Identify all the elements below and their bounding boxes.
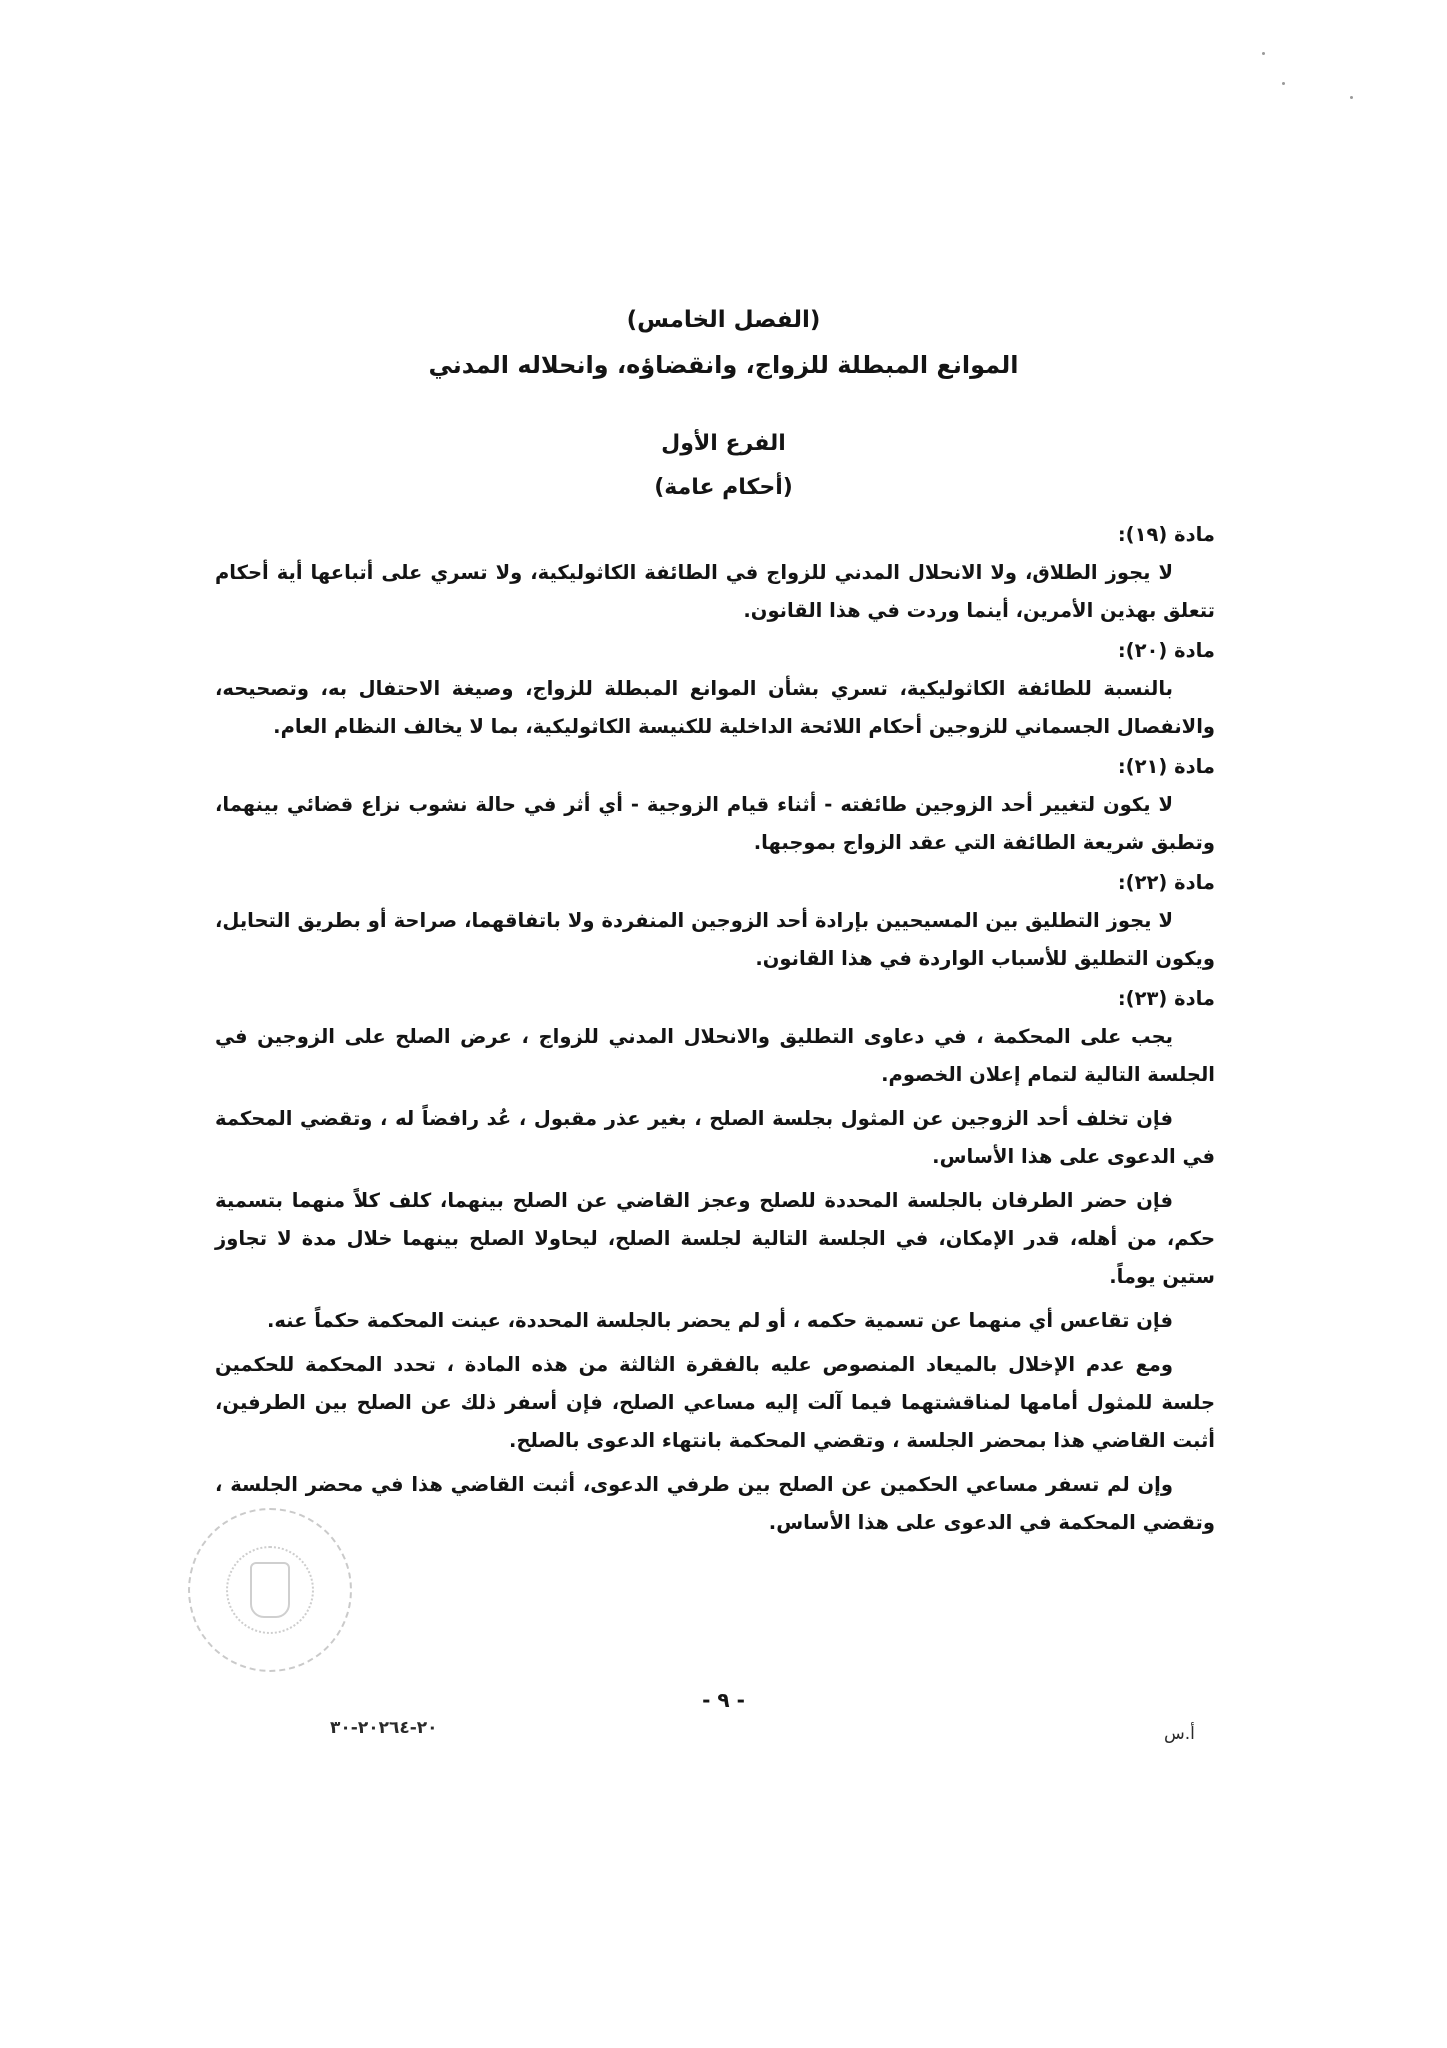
chapter-title: الموانع المبطلة للزواج، وانقضاؤه، وانحلاله المدني [428,351,1019,379]
article-paragraph: لا يجوز الطلاق، ولا الانحلال المدني للزواج في الطائفة الكاثوليكية، ولا تسري على أتباعها أية أحكام تتعلق بهذين الأمرين، أينما وردت في هذا القانون. [215,561,1215,622]
article-heading: مادة (٢٢): [1117,871,1215,894]
document-body [215,516,1215,1544]
author-initials: أ.س [1164,1724,1195,1744]
scan-speck [1350,96,1353,99]
article-21 [215,748,1215,862]
section-title: (أحكام عامة) [654,475,793,500]
section-number: الفرع الأول [661,431,786,456]
page-number: - ٩ - [702,1688,745,1712]
article-paragraph: وإن لم تسفر مساعي الحكمين عن الصلح بين طرفي الدعوى، أثبت القاضي هذا في محضر الجلسة ، وتقضي المحكمة في الدعوى على هذا الأساس. [215,1473,1215,1534]
article-paragraph: فإن تقاعس أي منهما عن تسمية حكمه ، أو لم يحضر بالجلسة المحددة، عينت المحكمة حكماً عنه. [266,1309,1173,1332]
article-19 [215,516,1215,630]
article-paragraph: فإن حضر الطرفان بالجلسة المحددة للصلح وعجز القاضي عن الصلح بينهما، كلف كلاً منهما بتسمية حكم، من أهله، قدر الإمكان، في الجلسة التالية لجلسة الصلح، ليحاولا الصلح بينهما خلال مدة لا تجاوز ستين يوماً. [215,1189,1215,1288]
chapter-number: (الفصل الخامس) [626,307,821,333]
article-paragraph: لا يكون لتغيير أحد الزوجين طائفته - أثناء قيام الزوجية - أي أثر في حالة نشوب نزاع قضائي بينهما، وتطبق شريعة الطائفة التي عقد الزواج بموجبها. [215,793,1215,854]
article-paragraph: يجب على المحكمة ، في دعاوى التطليق والانحلال المدني للزواج ، عرض الصلح على الزوجين في الجلسة التالية لتمام إعلان الخصوم. [215,1025,1215,1086]
article-heading: مادة (٢٣): [1117,987,1215,1010]
article-paragraph: بالنسبة للطائفة الكاثوليكية، تسري بشأن الموانع المبطلة للزواج، وصيغة الاحتفال به، وتصحيحه، والانفصال الجسماني للزوجين أحكام اللائحة الداخلية للكنيسة الكاثوليكية، بما لا يخالف النظام العام. [215,677,1215,738]
article-paragraph: لا يجوز التطليق بين المسيحيين بإرادة أحد الزوجين المنفردة ولا باتفاقهما، صراحة أو بطريق التحايل، ويكون التطليق للأسباب الواردة في هذا القانون. [215,909,1215,970]
reference-code: ٢٠-٢٠٢٦٤-٣٠ [330,1718,438,1738]
article-heading: مادة (٢٠): [1117,639,1215,662]
article-20 [215,632,1215,746]
article-23 [215,980,1215,1542]
scan-speck [1262,52,1265,55]
document-header [0,298,1447,510]
article-paragraph: فإن تخلف أحد الزوجين عن المثول بجلسة الصلح ، بغير عذر مقبول ، عُد رافضاً له ، وتقضي المحكمة في الدعوى على هذا الأساس. [215,1107,1215,1168]
article-22 [215,864,1215,978]
eagle-emblem-icon [250,1562,290,1618]
official-seal-icon [188,1508,352,1672]
article-heading: مادة (٢١): [1117,755,1215,778]
scan-speck [1282,82,1285,85]
article-paragraph: ومع عدم الإخلال بالميعاد المنصوص عليه بالفقرة الثالثة من هذه المادة ، تحدد المحكمة للحكمين جلسة للمثول أمامها لمناقشتهما فيما آلت إليه مساعي الصلح، فإن أسفر ذلك عن الصلح بين الطرفين، أثبت القاضي هذا بمحضر الجلسة ، وتقضي المحكمة بانتهاء الدعوى بالصلح. [215,1353,1215,1452]
article-heading: مادة (١٩): [1117,523,1215,546]
